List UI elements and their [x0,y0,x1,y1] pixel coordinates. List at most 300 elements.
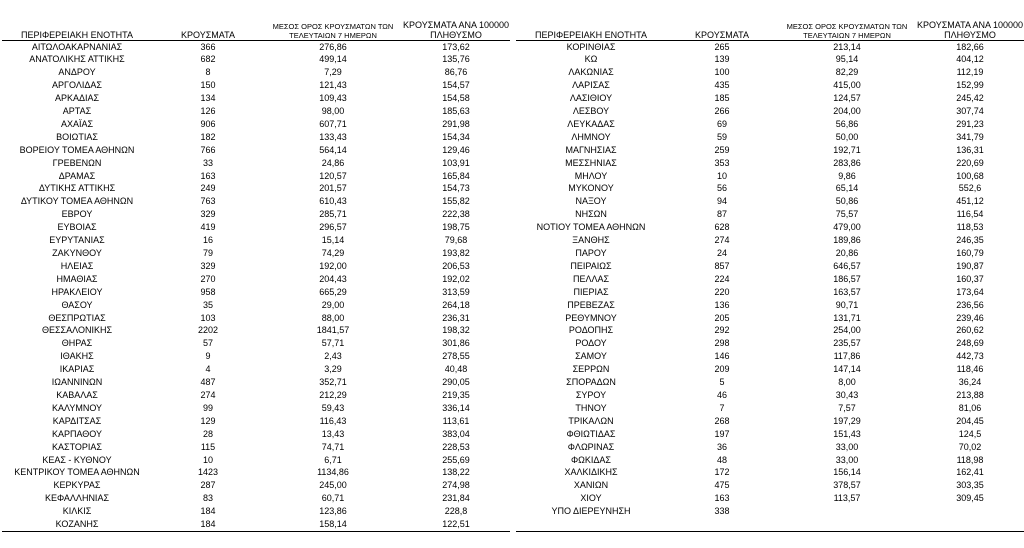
cases-cell: 59 [716,131,727,142]
cases-cell: 182 [200,131,216,142]
table-row [516,466,1024,479]
region-cell [516,518,666,531]
cases-cell: 628 [714,222,730,233]
table-row [2,337,510,350]
per100k-cell: 173,62 [442,41,470,52]
table-row [2,144,510,157]
region-cell: ΔΥΤΙΚΟΥ ΤΟΜΕΑ ΑΘΗΝΩΝ [20,196,134,207]
avg7-cell: 8,00 [838,377,856,388]
per100k-cell: 160,79 [956,248,984,258]
per100k-cell: 341,79 [956,131,984,142]
avg7-cell: 235,57 [833,338,861,349]
cases-cell: 115 [200,441,216,452]
table-row [2,492,510,505]
table-row [2,118,510,131]
region-cell: ΡΕΘΥΜΝΟΥ [565,312,617,323]
avg7-cell: 24,86 [321,157,345,168]
region-cell: ΚΩ [584,54,598,65]
avg7-cell: 88,00 [321,312,345,323]
region-cell: ΗΛΕΙΑΣ [60,260,94,271]
cases-cell: 259 [714,144,730,155]
region-cell: ΚΕΑΣ - ΚΥΘΝΟΥ [42,454,112,465]
per100k-cell: 291,98 [442,118,470,129]
per100k-cell: 278,55 [442,351,470,362]
region-cell: ΛΑΚΩΝΙΑΣ [568,67,614,78]
avg7-cell: 120,57 [319,170,347,181]
cases-cell: 9 [205,351,211,362]
region-cell: ΠΕΛΛΑΣ [572,273,610,284]
per100k-cell: 307,74 [956,106,984,117]
region-cell: ΚΑΒΑΛΑΣ [56,389,98,400]
header-cases: ΚΡΟΥΣΜΑΤΑ [666,4,778,40]
per100k-cell: 219,35 [442,389,470,400]
per100k-cell: 160,37 [956,273,984,284]
region-cell: ΛΑΡΙΣΑΣ [572,80,610,91]
per100k-cell: 228,8 [444,506,468,517]
region-cell: ΣΥΡΟΥ [575,389,607,400]
table-row [516,505,1024,518]
header-per100k: ΚΡΟΥΣΜΑΤΑ ΑΝΑ 100000 ΠΛΗΘΥΣΜΟ [916,4,1024,40]
per100k-cell: 313,59 [442,286,470,297]
per100k-cell: 192,02 [442,273,470,284]
avg7-cell: 163,57 [833,286,861,297]
table-row [2,92,510,105]
per100k-cell: 291,23 [956,118,984,129]
cases-cell: 46 [716,389,727,400]
region-cell: ΧΙΟΥ [580,493,602,504]
table-row [2,131,510,144]
region-cell: ΕΥΒΟΙΑΣ [57,222,97,233]
per100k-cell: 135,76 [442,54,470,65]
avg7-cell: 123,86 [319,506,347,517]
avg7-cell: 296,57 [319,222,347,233]
per100k-cell: 154,73 [442,183,470,194]
cases-cell: 1423 [197,467,219,478]
per100k-cell: 118,98 [956,454,984,465]
table-row [2,363,510,376]
avg7-cell: 151,43 [833,428,861,439]
region-cell: ΠΕΙΡΑΙΩΣ [570,260,612,271]
avg7-cell: 192,00 [319,260,347,271]
cases-cell: 8 [205,67,211,78]
avg7-cell: 607,71 [319,118,347,129]
region-cell: ΚΑΣΤΟΡΙΑΣ [52,441,102,452]
avg7-cell: 499,14 [319,54,347,65]
avg7-cell: 30,43 [835,389,859,400]
table-row [2,479,510,492]
table-row [516,247,1024,260]
region-cell: ΜΑΓΝΗΣΙΑΣ [565,144,617,155]
region-cell: ΔΡΑΜΑΣ [58,170,96,181]
avg7-cell: 7,29 [324,67,342,78]
per100k-cell: 70,02 [958,441,982,452]
per100k-cell: 260,62 [956,325,984,336]
avg7-cell: 117,86 [833,351,861,362]
header-avg7: ΜΕΣΟΣ ΟΡΟΣ ΚΡΟΥΣΜΑΤΩΝ ΤΩΝ ΤΕΛΕΥΤΑΙΩΝ 7 ΗΜΕΡΩΝ [778,4,916,40]
region-cell: ΙΘΑΚΗΣ [60,351,94,362]
avg7-cell: 415,00 [833,80,861,91]
per100k-cell: 290,05 [442,377,470,388]
region-cell: ΘΗΡΑΣ [61,338,93,349]
avg7-cell: 131,71 [833,312,861,323]
per100k-cell: 236,31 [442,312,470,323]
avg7-cell: 56,86 [835,118,859,129]
avg7-cell: 1841,57 [316,325,350,336]
avg7-cell: 98,00 [321,106,345,117]
table-row [516,286,1024,299]
table-row [2,505,510,518]
per100k-cell: 264,18 [442,299,470,310]
region-cell: ΑΡΓΟΛΙΔΑΣ [52,80,102,91]
cases-cell: 172 [714,467,730,478]
per100k-cell: 198,32 [442,325,470,336]
table-row [516,376,1024,389]
per100k-cell: 245,42 [956,93,984,104]
table-row [516,350,1024,363]
per100k-cell: 274,98 [442,480,470,491]
cases-cell: 419 [200,222,216,233]
cases-cell: 5 [719,377,725,388]
table-row [2,157,510,170]
avg7-cell: 59,43 [321,402,345,413]
avg7-cell: 50,00 [835,131,859,142]
per100k-cell: 451,12 [956,196,984,207]
region-cell: ΠΑΡΟΥ [575,248,607,258]
header-per100k: ΚΡΟΥΣΜΑΤΑ ΑΝΑ 100000 ΠΛΗΘΥΣΜΟ [402,4,510,40]
region-cell: ΕΥΡΥΤΑΝΙΑΣ [49,235,105,246]
region-cell: ΚΟΖΑΝΗΣ [2,518,152,531]
table-row [2,247,510,260]
header-region: ΠΕΡΙΦΕΡΕΙΑΚΗ ΕΝΟΤΗΤΑ [516,4,666,40]
region-cell: ΑΡΚΑΔΙΑΣ [54,93,100,104]
region-cell: ΛΕΣΒΟΥ [572,106,610,117]
per100k-cell: 100,68 [956,170,984,181]
cases-cell: 274 [714,235,730,246]
table-row [516,195,1024,208]
per100k-cell: 129,46 [442,144,470,155]
cases-cell: 33 [202,157,213,168]
region-cell: ΚΕΡΚΥΡΑΣ [53,480,101,491]
region-cell: ΒΟΙΩΤΙΑΣ [56,131,98,142]
per100k-cell: 193,82 [442,248,470,258]
per100k-cell: 301,86 [442,338,470,349]
avg7-cell: 254,00 [833,325,861,336]
cases-cell: 10 [202,454,213,465]
table-row [516,234,1024,247]
table-row [516,312,1024,325]
cases-cell: 36 [716,441,727,452]
per100k-cell: 118,46 [956,364,984,375]
per100k-cell: 303,35 [956,480,984,491]
avg7-cell: 116,43 [319,415,347,426]
cases-cell: 266 [714,106,730,117]
cases-cell: 268 [714,415,730,426]
table-row [2,273,510,286]
cases-cell: 766 [200,144,216,155]
per100k-cell [916,518,1024,531]
region-cell: ΡΟΔΟΠΗΣ [568,325,614,336]
cases-cell: 353 [714,157,730,168]
region-cell: ΠΙΕΡΙΑΣ [573,286,609,297]
region-cell: ΘΕΣΣΑΛΟΝΙΚΗΣ [41,325,113,336]
avg7-cell: 3,29 [324,364,342,375]
per100k-cell: 404,12 [956,54,984,65]
per100k-cell: 442,73 [956,351,984,362]
table-row [2,79,510,92]
avg7-cell: 2,43 [324,351,342,362]
avg7-cell: 245,00 [319,480,347,491]
cases-cell: 298 [714,338,730,349]
per100k-cell: 124,5 [958,428,982,439]
table-row [2,454,510,467]
table-row [516,402,1024,415]
per100k-cell: 309,45 [956,493,984,504]
region-cell: ΖΑΚΥΝΘΟΥ [52,248,102,258]
cases-cell: 69 [716,118,727,129]
region-cell: ΚΑΛΥΜΝΟΥ [51,402,103,413]
cases-cell: 274 [200,389,216,400]
table-row [2,428,510,441]
region-cell: ΑΧΑΪΑΣ [60,118,94,129]
cases-cell: 99 [202,402,213,413]
avg7-cell [778,505,916,518]
per100k-cell: 182,66 [956,41,984,52]
region-cell: ΘΕΣΠΡΩΤΙΑΣ [48,312,106,323]
per100k-cell: 220,69 [956,157,984,168]
cases-cell: 184 [200,506,216,517]
per100k-cell: 154,58 [442,93,470,104]
region-cell: ΝΟΤΙΟΥ ΤΟΜΕΑ ΑΘΗΝΩΝ [536,222,646,233]
region-cell: ΛΕΥΚΑΔΑΣ [567,118,615,129]
table-row [516,492,1024,505]
region-cell: ΒΟΡΕΙΟΥ ΤΟΜΕΑ ΑΘΗΝΩΝ [19,144,135,155]
cases-cell: 763 [200,196,216,207]
region-cell: ΓΡΕΒΕΝΩΝ [52,157,102,168]
per100k-cell: 113,61 [442,415,470,426]
cases-cell: 136 [714,299,730,310]
region-cell: ΚΕΦΑΛΛΗΝΙΑΣ [44,493,110,504]
region-cell: ΘΑΣΟΥ [61,299,93,310]
cases-cell: 24 [716,248,727,258]
avg7-cell: 133,43 [319,131,347,142]
region-cell: ΗΡΑΚΛΕΙΟΥ [51,286,103,297]
cases-cell: 16 [202,235,213,246]
table-row [2,40,510,53]
avg7-cell: 204,00 [833,106,861,117]
table-row [516,208,1024,221]
per100k-cell: 155,82 [442,196,470,207]
region-cell: ΑΝΑΤΟΛΙΚΗΣ ΑΤΤΙΚΗΣ [29,54,125,65]
avg7-cell: 378,57 [833,480,861,491]
table-row [2,389,510,402]
avg7-cell: 204,43 [319,273,347,284]
per100k-cell: 103,91 [442,157,470,168]
cases-cell: 7 [719,402,725,413]
region-cell: ΑΡΤΑΣ [62,106,92,117]
per100k-cell: 79,68 [444,235,468,246]
table-row [516,441,1024,454]
cases-cell: 126 [200,106,216,117]
avg7-cell: 9,86 [838,170,856,181]
table-row [516,144,1024,157]
avg7-cell: 29,00 [321,299,345,310]
per100k-cell: 198,75 [442,222,470,233]
per100k-cell: 36,24 [958,377,982,388]
table-row [2,376,510,389]
avg7-cell: 276,86 [319,41,347,52]
table-row [2,234,510,247]
per100k-cell: 154,34 [442,131,470,142]
region-cell: ΑΙΤΩΛΟΑΚΑΡΝΑΝΙΑΣ [31,41,123,52]
table-row [516,299,1024,312]
table-row [516,105,1024,118]
avg7-cell: 189,86 [833,235,861,246]
avg7-cell: 285,71 [319,209,347,220]
region-cell: ΚΑΡΔΙΤΣΑΣ [52,415,102,426]
cases-cell: 197 [714,428,730,439]
avg7-cell [778,518,916,531]
avg7-cell: 113,57 [833,493,861,504]
avg7-cell: 33,00 [835,441,859,452]
cases-cell: 163 [200,170,216,181]
avg7-cell: 1134,86 [317,467,349,478]
table-row [516,92,1024,105]
cases-cell: 2202 [197,325,219,336]
avg7-cell: 50,86 [835,196,859,207]
table-row [516,337,1024,350]
region-cell: ΙΩΑΝΝΙΝΩΝ [51,377,103,388]
table-row [2,105,510,118]
cases-cell: 958 [200,286,216,297]
cases-cell: 475 [714,480,730,491]
avg7-cell: 7,57 [838,402,856,413]
table-row [2,53,510,66]
per100k-cell: 173,64 [956,286,984,297]
table-row [2,195,510,208]
avg7-cell: 479,00 [833,222,861,233]
region-cell: ΛΗΜΝΟΥ [571,131,611,142]
table-row [516,389,1024,402]
cases-cell: 139 [714,54,730,65]
per100k-cell: 552,6 [958,183,982,194]
table-row [2,415,510,428]
table-row [2,208,510,221]
avg7-cell: 15,14 [321,235,345,246]
table-row [516,182,1024,195]
per100k-cell: 255,69 [442,454,470,465]
avg7-cell: 564,14 [319,144,347,155]
table-row [516,324,1024,337]
cases-cell: 906 [200,118,216,129]
per100k-cell: 136,31 [956,144,984,155]
cases-cell: 87 [716,209,727,220]
avg7-cell: 75,57 [835,209,859,220]
avg7-cell: 352,71 [319,377,347,388]
region-cell: ΚΙΛΚΙΣ [62,506,92,517]
cases-cell: 329 [200,260,216,271]
region-cell: ΔΥΤΙΚΗΣ ΑΤΤΙΚΗΣ [38,183,116,194]
cases-cell: 94 [716,196,727,207]
cases-cell: 270 [200,273,216,284]
cases-cell: 103 [200,312,216,323]
avg7-cell: 197,29 [833,415,861,426]
cases-cell: 287 [200,480,216,491]
cases-cell: 48 [716,454,727,465]
header-row [516,4,1024,40]
per100k-cell: 236,56 [956,299,984,310]
table-row [2,221,510,234]
region-cell: ΕΒΡΟΥ [61,209,93,220]
cases-cell: 57 [202,338,213,349]
avg7-cell: 213,14 [833,41,861,52]
table-row [2,170,510,183]
avg7-cell: 13,43 [321,428,345,439]
region-cell: ΚΑΡΠΑΘΟΥ [51,428,103,439]
cases-cell: 4 [205,364,211,375]
table-row [516,479,1024,492]
per100k-cell: 383,04 [442,428,470,439]
cases-cell: 682 [200,54,216,65]
per100k-cell: 162,41 [956,467,984,478]
region-cell: ΞΑΝΘΗΣ [572,235,610,246]
table-row [516,273,1024,286]
table-row [516,363,1024,376]
cases-cell: 209 [714,364,730,375]
avg7-cell: 60,71 [321,493,345,504]
per100k-cell: 86,76 [444,67,468,78]
avg7-cell: 74,71 [321,441,345,452]
region-cell: ΡΟΔΟΥ [575,338,607,349]
table-row [516,66,1024,79]
cases-table-right [516,4,1024,532]
region-cell: ΥΠΟ ΔΙΕΡΕΥΝΗΣΗ [551,506,631,517]
cases-table-left [2,4,510,532]
cases-cell: 56 [716,183,727,194]
per100k-cell: 40,48 [444,364,468,375]
per100k-cell: 239,46 [956,312,984,323]
cases-cell: 10 [716,170,727,181]
region-cell: ΦΛΩΡΙΝΑΣ [567,441,615,452]
region-cell: ΑΝΔΡΟΥ [58,67,96,78]
region-cell: ΦΘΙΩΤΙΔΑΣ [566,428,616,439]
cases-cell: 265 [714,41,730,52]
avg7-cell: 65,14 [835,183,859,194]
per100k-cell: 138,22 [442,467,470,478]
table-row [516,157,1024,170]
cases-cell: 100 [714,67,730,78]
region-cell: ΜΥΚΟΝΟΥ [568,183,614,194]
cases-cell: 292 [714,325,730,336]
cases-cell: 184 [152,518,264,531]
cases-cell [666,518,778,531]
region-cell: ΜΕΣΣΗΝΙΑΣ [565,157,617,168]
table-row [2,402,510,415]
avg7-cell: 57,71 [321,338,345,349]
table-row [516,518,1024,531]
region-cell: ΝΑΞΟΥ [575,196,607,207]
region-cell: ΝΗΣΩΝ [575,209,607,220]
cases-cell: 163 [714,493,730,504]
cases-cell: 857 [714,260,730,271]
region-cell: ΛΑΣΙΘΙΟΥ [569,93,613,104]
region-cell: ΣΑΜΟΥ [575,351,607,362]
avg7-cell: 6,71 [324,454,342,465]
table-row [2,466,510,479]
region-cell: ΤΡΙΚΑΛΩΝ [568,415,614,426]
header-avg7: ΜΕΣΟΣ ΟΡΟΣ ΚΡΟΥΣΜΑΤΩΝ ΤΩΝ ΤΕΛΕΥΤΑΙΩΝ 7 ΗΜΕΡΩΝ [264,4,402,40]
per100k-cell: 152,99 [956,80,984,91]
table-row [516,118,1024,131]
